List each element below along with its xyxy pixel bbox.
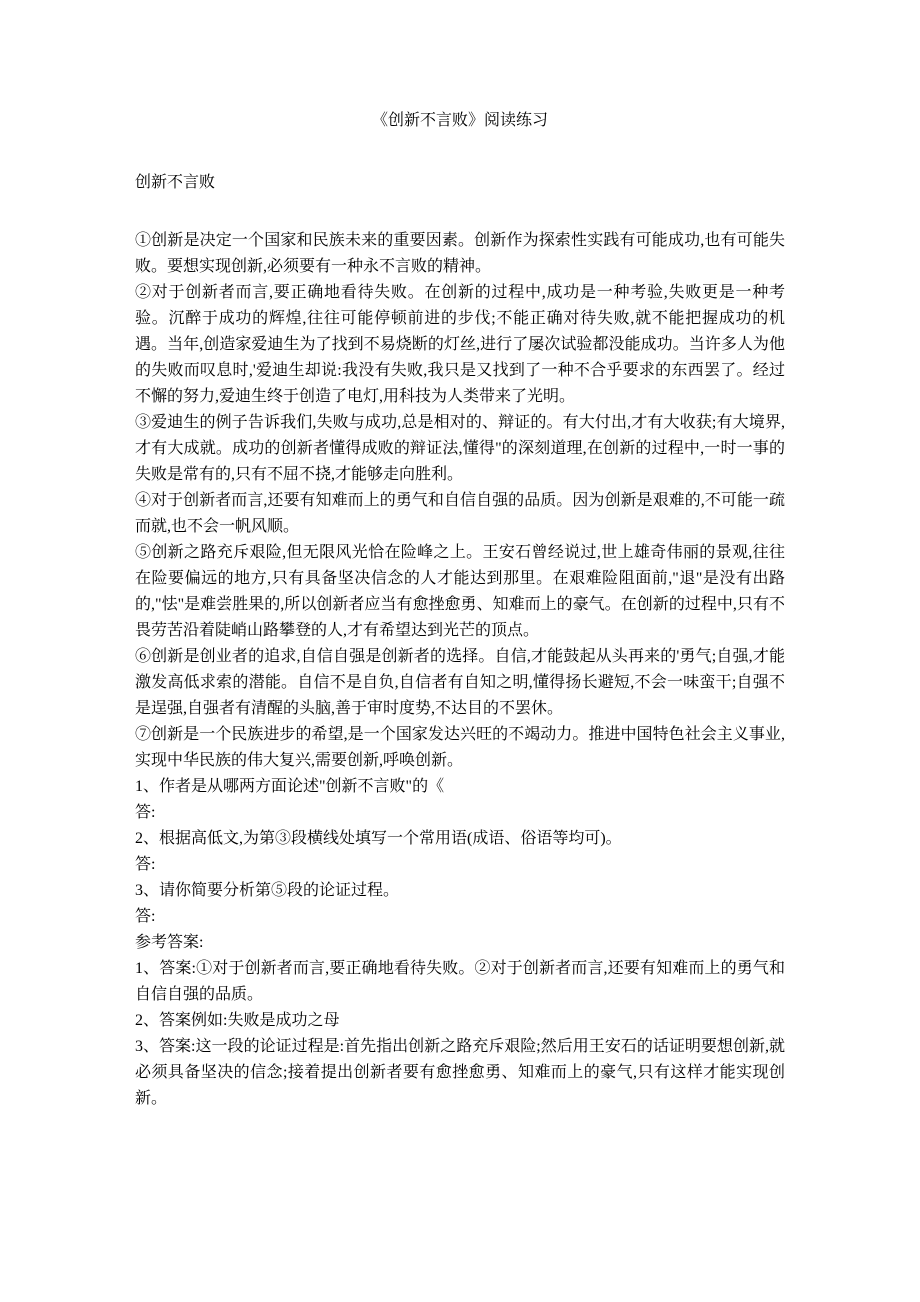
paragraph-7: ⑦创新是一个民族进步的希望,是一个国家发达兴旺的不竭动力。推进中国特色社会主义事业,实现中华民族的伟大复兴,需要创新,呼唤创新。 — [135, 726, 785, 769]
reference-answers-label: 参考答案: — [135, 934, 204, 951]
reference-answer-3: 3、答案:这一段的论证过程是:首先指出创新之路充斥艰险;然后用王安石的话证明要想创新,就必须具备坚决的信念;接着提出创新者要有愈挫愈勇、知难而上的豪气,只有这样才能实现创新。 — [135, 1038, 785, 1107]
question-1-answer-prompt: 答: — [135, 804, 156, 821]
article-heading: 创新不言败 — [135, 174, 216, 191]
question-3: 3、请你简要分析第⑤段的论证过程。 — [135, 882, 400, 899]
reference-answer-2: 2、答案例如:失败是成功之母 — [135, 1012, 340, 1029]
question-2-answer-prompt: 答: — [135, 856, 156, 873]
paragraph-6: ⑥创新是创业者的追求,自信自强是创新者的选择。自信,才能鼓起从头再来的'勇气;自强,才能激发高低求索的潜能。自信不是自负,自信者有自知之明,懂得扬长避短,不会一味蛮干;自强不是逞强,自强者有清醒的头脑,善于审时度势,不达目的不罢休。 — [135, 648, 785, 717]
question-3-answer-prompt: 答: — [135, 908, 156, 925]
paragraph-3: ③爱迪生的例子告诉我们,失败与成功,总是相对的、辩证的。有大付出,才有大收获;有大境界,才有大成就。成功的创新者懂得成败的辩证法,懂得"的深刻道理,在创新的过程中,一时一事的失败是常有的,只有不屈不挠,才能够走向胜利。 — [135, 414, 785, 483]
question-1: 1、作者是从哪两方面论述"创新不言败"的《 — [135, 778, 445, 795]
paragraph-2: ②对于创新者而言,要正确地看待失败。在创新的过程中,成功是一种考验,失败更是一种考验。沉醉于成功的辉煌,往往可能停顿前进的步伐;不能正确对待失败,就不能把握成功的机遇。当年,创造家爱迪生为了找到不易烧断的灯丝,进行了屡次试验都没能成功。当许多人为他的失败而叹息时,'爱迪生却说:我没有失败,我只是又找到了一种不合乎要求的东西罢了。经过不懈的努力,爱迪生终于创造了电灯,用科技为人类带来了光明。 — [135, 284, 785, 405]
question-2: 2、根据高低文,为第③段横线处填写一个常用语(成语、俗语等均可)。 — [135, 830, 622, 847]
reference-answer-1: 1、答案:①对于创新者而言,要正确地看待失败。②对于创新者而言,还要有知难而上的勇气和自信自强的品质。 — [135, 960, 785, 1003]
paragraph-5: ⑤创新之路充斥艰险,但无限风光恰在险峰之上。王安石曾经说过,世上雄奇伟丽的景观,往往在险要偏远的地方,只有具备坚决信念的人才能达到那里。在艰难险阻面前,"退"是没有出路的,"怯"是难尝胜果的,所以创新者应当有愈挫愈勇、知难而上的豪气。在创新的过程中,只有不畏劳苦沿着陡峭山路攀登的人,才有希望达到光芒的顶点。 — [135, 544, 785, 639]
document-title: 《创新不言败》阅读练习 — [371, 112, 548, 129]
paragraph-1: ①创新是决定一个国家和民族未来的重要因素。创新作为探索性实践有可能成功,也有可能失败。要想实现创新,必须要有一种永不言败的精神。 — [135, 232, 785, 275]
paragraph-4: ④对于创新者而言,还要有知难而上的勇气和自信自强的品质。因为创新是艰难的,不可能一疏而就,也不会一帆风顺。 — [135, 492, 785, 535]
